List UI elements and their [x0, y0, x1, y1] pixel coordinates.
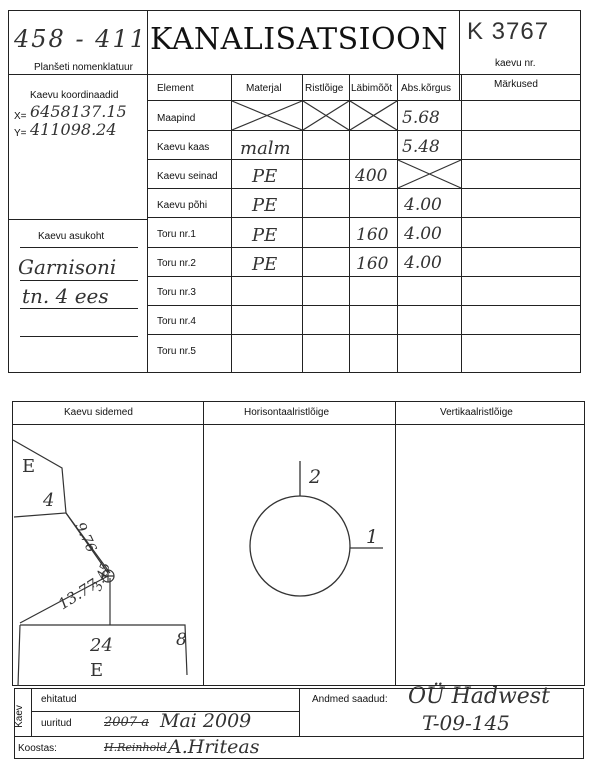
row-element-maapind: Maapind — [157, 113, 196, 124]
table-header-ristloige: Ristlõige — [305, 83, 344, 94]
uuritud-old-value: 2007 a — [104, 715, 149, 730]
location-label: Kaevu asukoht — [38, 231, 105, 242]
ties-title: Kaevu sidemed — [64, 407, 133, 418]
ties-label-24: 24 — [90, 635, 113, 656]
sheet-nomenclature-value: 458 - 411 — [14, 25, 147, 53]
row-toru-1-materjal: PE — [252, 225, 278, 246]
andmed-saadud-line-1: OÜ Hadwest — [408, 684, 550, 709]
row-element-toru-2: Toru nr.2 — [157, 258, 196, 269]
coordinate-x-prefix: X= — [14, 111, 27, 122]
row-kaevu-seinad-materjal: PE — [252, 166, 278, 187]
row-kaevu-kaas-abs-korgus: 5.48 — [402, 137, 440, 157]
coordinate-y-prefix: Y= — [14, 128, 27, 139]
ties-distance-3: 3.45 — [90, 560, 114, 594]
manhole-circle — [250, 496, 350, 596]
ties-distance-1: 9.76 — [71, 520, 100, 556]
row-toru-1-abs-korgus: 4.00 — [404, 224, 442, 244]
row-toru-2-materjal: PE — [252, 254, 278, 275]
andmed-saadud-label: Andmed saadud: — [312, 694, 388, 705]
table-header-labimoot: Läbimõõt — [351, 83, 393, 94]
ehitatud-label: ehitatud — [41, 694, 77, 705]
row-kaevu-seinad-labimoot: 400 — [355, 166, 388, 186]
table-header-markused: Märkused — [494, 79, 538, 90]
row-kaevu-kaas-materjal: malm — [240, 138, 291, 159]
sheet-nomenclature-label: Planšeti nomenklatuur — [34, 62, 133, 73]
coordinate-y-value: 411098.24 — [30, 120, 117, 139]
row-element-toru-3: Toru nr.3 — [157, 287, 196, 298]
pipe-2-label: 2 — [309, 466, 322, 488]
well-number-label: kaevu nr. — [495, 58, 536, 69]
row-kaevu-pohi-materjal: PE — [252, 195, 278, 216]
table-header-materjal: Materjal — [246, 83, 282, 94]
koostas-label: Koostas: — [18, 743, 57, 754]
koostas-value: A.Hriteas — [168, 736, 260, 758]
row-element-kaevu-seinad: Kaevu seinad — [157, 171, 218, 182]
kaev-label: Kaev — [13, 705, 25, 728]
location-line-2: tn. 4 ees — [22, 284, 109, 308]
uuritud-label: uuritud — [41, 718, 72, 729]
coordinates-label: Kaevu koordinaadid — [30, 90, 119, 101]
page-title: KANALISATSIOON — [150, 22, 448, 57]
ties-label-8: 8 — [176, 630, 187, 650]
table-header-element: Element — [157, 83, 194, 94]
row-toru-2-labimoot: 160 — [356, 254, 389, 274]
row-toru-1-labimoot: 160 — [356, 225, 389, 245]
footer-right-divider — [299, 688, 300, 736]
koostas-old-value: H.Reinhold — [104, 741, 167, 754]
ties-label-4: 4 — [43, 490, 55, 511]
footer-koostas-divider — [14, 736, 584, 737]
footer-kaev-divider — [31, 688, 32, 736]
vertical-section-title: Vertikaalristlõige — [440, 407, 513, 418]
andmed-saadud-line-2: T-09-145 — [422, 711, 510, 735]
pipe-1-label: 1 — [366, 526, 379, 548]
uuritud-value: Mai 2009 — [160, 710, 252, 732]
row-maapind-abs-korgus: 5.68 — [402, 108, 440, 128]
coordinate-x-value: 6458137.15 — [30, 102, 127, 121]
horizontal-section-title: Horisontaalristlõige — [244, 407, 330, 418]
row-element-toru-4: Toru nr.4 — [157, 316, 196, 327]
location-line-1: Garnisoni — [18, 255, 117, 279]
row-element-kaevu-kaas: Kaevu kaas — [157, 142, 210, 153]
ties-label-e-bottom: E — [90, 660, 104, 681]
row-kaevu-pohi-abs-korgus: 4.00 — [404, 195, 442, 215]
ties-label-e-top: E — [22, 456, 36, 477]
row-element-toru-5: Toru nr.5 — [157, 346, 196, 357]
row-element-toru-1: Toru nr.1 — [157, 229, 196, 240]
well-number-value: K 3767 — [467, 18, 550, 45]
row-toru-2-abs-korgus: 4.00 — [404, 253, 442, 273]
ties-distance-2: 13.77 — [55, 575, 101, 614]
table-header-abs-korgus: Abs.kõrgus — [401, 83, 452, 94]
row-element-kaevu-pohi: Kaevu põhi — [157, 200, 208, 211]
